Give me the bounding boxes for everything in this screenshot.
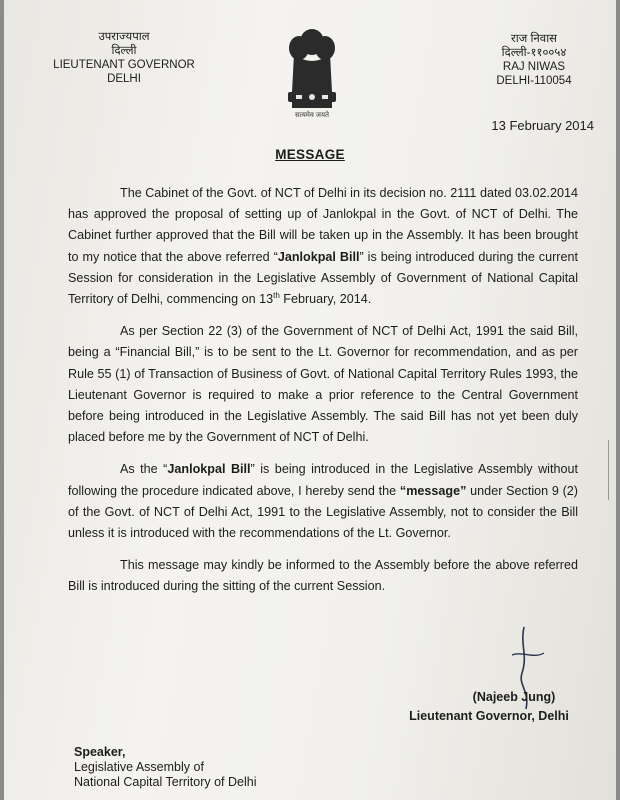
paragraph-4: This message may kindly be informed to the Assembly before the above referred Bill is introduced during the sitting of the current Session. <box>68 558 578 594</box>
bill-name: Janlokpal Bill <box>277 249 360 264</box>
bill-name: Janlokpal Bill <box>167 462 251 477</box>
letterhead-left-hindi-title: उपराज्यपाल <box>98 31 150 43</box>
message-heading: MESSAGE <box>275 147 345 162</box>
addressee-speaker: Speaker, <box>74 745 126 759</box>
letter-date: 13 February 2014 <box>491 118 594 133</box>
letterhead-left-hindi-city: दिल्ली <box>111 45 137 57</box>
letterhead-right-title: RAJ NIWAS <box>502 61 566 73</box>
letterhead-left-city: DELHI <box>107 73 141 85</box>
addressee-block <box>74 745 334 790</box>
paragraph-2: As per Section 22 (3) of the Government of NCT of Delhi Act, 1991 the said Bill, being a “Financial Bill,” is to be sent to the Lt. Governor for recommendation, and as per Rule 55 (1) of Transaction of Business of Govt. of National Capital Territory Rules 1993, the Lieutenant Governor is required to make a prior reference to the Central Government before being introduced in the Legislative Assembly. The said Bill has not yet been duly placed before me by the Government of NCT of Delhi. <box>68 324 578 445</box>
letterhead-right-hindi-city: दिल्ली-११००५४ <box>501 47 567 59</box>
letterhead-right-city: DELHI-110054 <box>496 75 572 87</box>
addressee-territory: National Capital Territory of Delhi <box>74 775 257 789</box>
letterhead-left-title: LIEUTENANT GOVERNOR <box>53 59 195 71</box>
paragraph-3: As the “Janlokpal Bill” is being introduced in the Legislative Assembly without following the procedure indicated above, I hereby send the “message” under Section 9 (2) of the Govt. of NCT of Delhi Act, 1991 to the Legislative Assembly, not to consider the Bill unless it is introduced with the recommendations of the Lt. Governor. <box>68 462 579 541</box>
emblem-motto: सत्यमेव जयते <box>294 112 330 119</box>
message-term: “message” <box>399 483 467 498</box>
page-fold-mark <box>608 440 615 500</box>
addressee-assembly: Legislative Assembly of <box>74 760 204 774</box>
paragraph-1: The Cabinet of the Govt. of NCT of Delhi in its decision no. 2111 dated 03.02.2014 has approved the proposal of setting up of Janlokpal in the Govt. of NCT of Delhi. The Cabinet further approved that the Bill will be taken up in the Assembly. It has been brought to my notice that the above referred “Janlokpal Bill” is being introduced during the current Session for consideration in the Legislative Assembly of Government of National Capital Territory of Delhi, commencing on 13th February, 2014. <box>68 186 578 307</box>
letterhead-left <box>44 30 204 86</box>
signatory-name: (Najeeb Jung) <box>472 690 556 704</box>
signatory-title: Lieutenant Governor, Delhi <box>409 709 569 723</box>
letter-page <box>4 0 616 800</box>
letterhead-right <box>474 32 594 88</box>
message-body <box>68 183 578 609</box>
letterhead-right-hindi-title: राज निवास <box>511 33 557 45</box>
